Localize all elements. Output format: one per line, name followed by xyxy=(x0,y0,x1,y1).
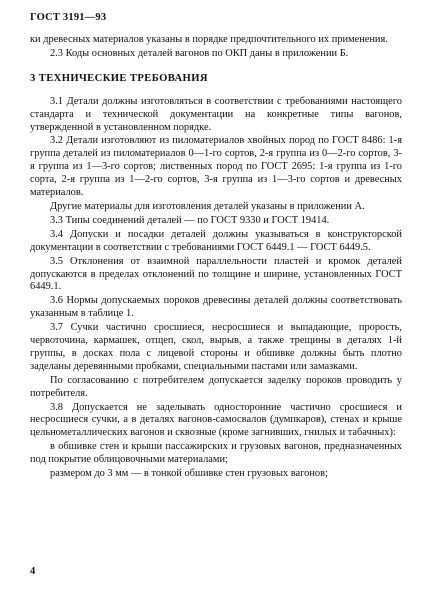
paragraph-2-3: 2.3 Коды основных деталей вагонов по ОКП даны в приложении Б. xyxy=(50,47,349,59)
paragraph-list-item-1: в обшивке стен и крыши пассажирских и грузовых вагонов, предназначенных под покрытие облицовочными материалами; xyxy=(30,441,402,466)
paragraph-3-3: 3.3 Типы соединений деталей — по ГОСТ 9330 и ГОСТ 19414. xyxy=(50,214,330,226)
paragraph-other-materials: Другие материалы для изготовления деталей указаны в приложении А. xyxy=(50,200,365,212)
paragraph-list-item-2: размером до 3 мм — в тонкой обшивке стен грузовых вагонов; xyxy=(50,468,328,480)
paragraph-agreement: По согласованию с потребителем допускается заделку пороков проводить у потребителя. xyxy=(30,374,402,399)
document-body xyxy=(30,34,402,482)
paragraph-3-5: 3.5 Отклонения от взаимной параллельности пластей и кромок деталей допускаются в пределах отклонений по толщине и ширине, установленных ГОСТ 6449.1. xyxy=(30,255,402,293)
paragraph-3-2: 3.2 Детали изготовляют из пиломатериалов хвойных пород по ГОСТ 8486: 1-я группа деталей из пиломатериалов 0—1-го сортов, 2-я группа из 0—2-го сортов, 3-я группа из 1—3-го сортов; лиственных пород по ГОСТ 2695: 1-я группа из 1-го сорта, 2-я группа из 1—2-го сортов, 3-я группа из 1—3-го сортов и древесных материалов. xyxy=(30,135,402,199)
document-header: ГОСТ 3191—93 xyxy=(30,12,107,23)
page-number: 4 xyxy=(30,566,36,577)
paragraph-3-8: 3.8 Допускается не заделывать односторонние частично сросшиеся и несросшиеся сучки, а в деталях вагонов-самосвалов (думпкаров), стенах и крыше цельнометаллических вагонов и сквозные (кроме загнивших, гнилых и табачных): xyxy=(30,401,402,439)
paragraph-3-7: 3.7 Сучки частично сросшиеся, несросшиеся и выпадающие, прорость, червоточина, кармашек, отщеп, скол, вырыв, а также трещины в деталях 1-й группы, в досках пола с лицевой стороны и обшивке должны быть плотно заделаны деревянными пробками, специальными пастами или замазками. xyxy=(30,322,402,372)
paragraph-continuation: ки древесных материалов указаны в порядке предпочтительного их применения. xyxy=(30,34,388,45)
paragraph-3-6: 3.6 Нормы допускаемых пороков древесины деталей должны соответствовать указанным в таблице 1. xyxy=(30,295,402,320)
paragraph-3-4: 3.4 Допуски и посадки деталей должны указываться в конструкторской документации в соответствии с требованиями ГОСТ 6449.1 — ГОСТ 6449.5. xyxy=(30,228,402,253)
section-title: 3 ТЕХНИЧЕСКИЕ ТРЕБОВАНИЯ xyxy=(30,72,208,84)
paragraph-3-1: 3.1 Детали должны изготовляться в соответствии с требованиями настоящего стандарта и технической документации на конкретные типы вагонов, утвержденной в установленном порядке. xyxy=(30,95,402,133)
